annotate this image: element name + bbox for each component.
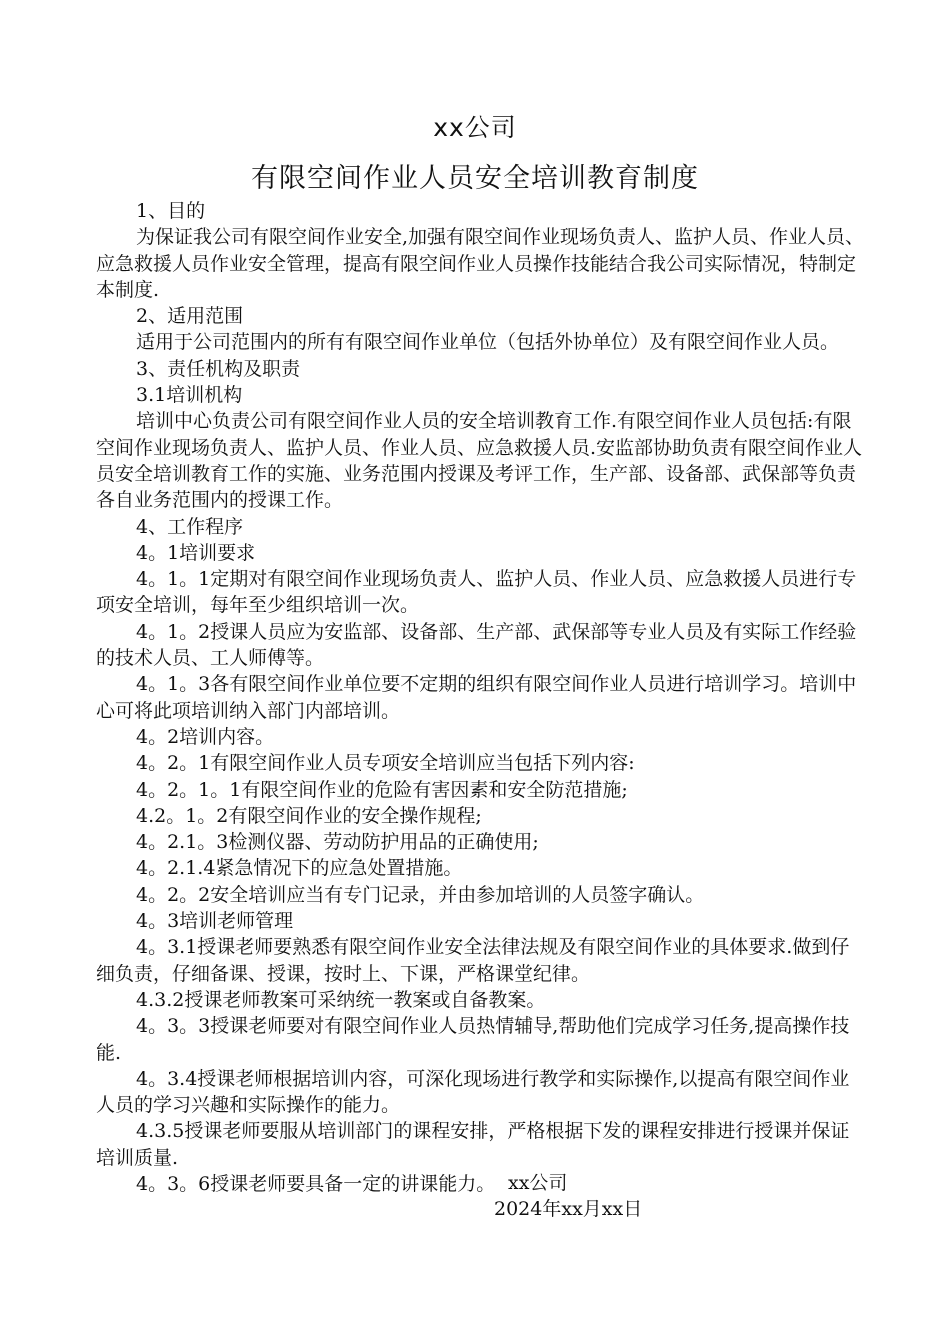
clause-4-1-2: 4。1。2授课人员应为安监部、设备部、生产部、武保部等专业人员及有实际工作经验的技术人员、工人师傅等。 [96, 620, 857, 670]
document-title: 有限空间作业人员安全培训教育制度 [251, 163, 699, 194]
clause-4-3-5: 4.3.5授课老师要服从培训部门的课程安排，严格根据下发的课程安排进行授课并保证培训质量. [96, 1120, 850, 1169]
clause-4-3-4: 4。3.4授课老师根据培训内容，可深化现场进行教学和实际操作,以提高有限空间作业人员的学习兴趣和实际操作的能力。 [96, 1067, 850, 1117]
clause-4-2-1-2: 4.2。1。2有限空间作业的安全操作规程; [136, 804, 482, 827]
paragraph-training-body: 培训中心负责公司有限空间作业人员的安全培训教育工作.有限空间作业人员包括:有限空间作业现场负责人、监护人员、作业人员、应急救援人员.安监部协助负责有限空间作业人员安全培训教育工作的实施、业务范围内授课及考评工作，生产部、设备部、武保部等负责各自业务范围内的授课工作。 [96, 410, 863, 512]
clause-4-3-2: 4.3.2授课老师教案可采纳统一教案或自备教案。 [136, 988, 546, 1011]
clause-4-2-1: 4。2。1有限空间作业人员专项安全培训应当包括下列内容: [136, 752, 635, 775]
section-heading-purpose: 1、目的 [136, 200, 206, 222]
clause-4-2-2: 4。2。2安全培训应当有专门记录，并由参加培训的人员签字确认。 [136, 883, 705, 906]
clause-4-1-3: 4。1。3各有限空间作业单位要不定期的组织有限空间作业人员进行培训学习。培训中心可将此项培训纳入部门内部培训。 [96, 673, 857, 722]
subheading-training-requirements: 4。1培训要求 [136, 541, 256, 564]
clause-4-2-1-1: 4。2。1。1有限空间作业的危险有害因素和安全防范措施; [136, 778, 628, 801]
signature-date: 2024年xx月xx日 [494, 1198, 643, 1220]
clause-4-2-1-3: 4。2.1。3检测仪器、劳动防护用品的正确使用; [136, 831, 539, 854]
subheading-training-body: 3.1培训机构 [136, 384, 243, 407]
clause-4-3-6: 4。3。6授课老师要具备一定的讲课能力。 [136, 1172, 496, 1195]
subheading-teacher-management: 4。3培训老师管理 [136, 910, 294, 933]
company-title: xx公司 [433, 113, 517, 142]
clause-4-1-1: 4。1。1定期对有限空间作业现场负责人、监护人员、作业人员、应急救援人员进行专项安全培训，每年至少组织培训一次。 [96, 568, 857, 617]
document-body [96, 198, 866, 1197]
signature-company: xx公司 [508, 1172, 568, 1194]
section-heading-responsibility: 3、责任机构及职责 [136, 357, 301, 380]
subheading-training-content: 4。2培训内容。 [136, 725, 275, 748]
paragraph-scope: 适用于公司范围内的所有有限空间作业单位（包括外协单位）及有限空间作业人员。 [136, 331, 840, 354]
clause-4-3-1: 4。3.1授课老师要熟悉有限空间作业安全法律法规及有限空间作业的具体要求.做到仔细负责，仔细备课、授课，按时上、下课，严格课堂纪律。 [96, 936, 850, 985]
section-heading-procedure: 4、工作程序 [136, 515, 244, 538]
paragraph-purpose: 为保证我公司有限空间作业安全,加强有限空间作业现场负责人、监护人员、作业人员、应急救援人员作业安全管理，提高有限空间作业人员操作技能结合我公司实际情况，特制定本制度. [96, 226, 865, 301]
clause-4-3-3: 4。3。3授课老师要对有限空间作业人员热情辅导,帮助他们完成学习任务,提高操作技能. [96, 1015, 850, 1064]
clause-4-2-1-4: 4。2.1.4紧急情况下的应急处置措施。 [136, 857, 463, 880]
section-heading-scope: 2、适用范围 [136, 305, 244, 328]
